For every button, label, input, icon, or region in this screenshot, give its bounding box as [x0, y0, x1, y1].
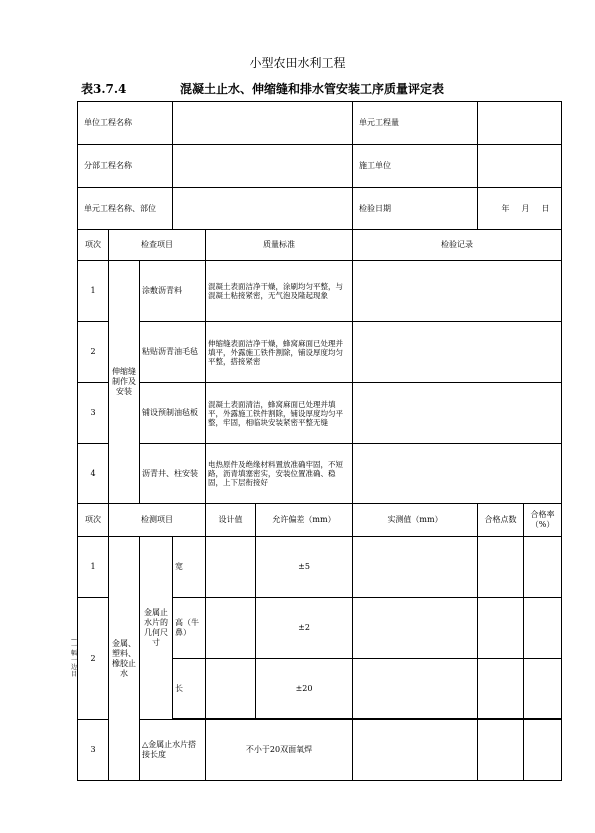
- check-row-item: 粘贴沥青油毛毡: [140, 322, 206, 383]
- quality-assessment-table: [77, 101, 562, 781]
- measure-row-measured[interactable]: [353, 598, 478, 659]
- measure-row-measured[interactable]: [353, 720, 478, 781]
- measure-group-label: 金属、塑料、橡胶止水: [109, 537, 140, 781]
- measure-item-header: 检测项目: [109, 504, 206, 537]
- check-row-standard: 混凝土表面洁净干燥，涂刷均匀平整，与混凝土粘接紧密，无气泡及隆起现象: [206, 261, 353, 322]
- margin-note: —一幅一边目: [71, 636, 78, 678]
- measure-row-no: 1: [78, 537, 109, 598]
- measure-sub-group-label: 金属止水片的几何尺寸: [140, 537, 173, 720]
- measure-row-design[interactable]: [206, 537, 256, 598]
- measure-row-item: 长: [173, 659, 206, 719]
- measure-row-design[interactable]: [206, 598, 256, 659]
- measure-row-tolerance: ±2: [256, 598, 353, 659]
- check-record-header: 检验记录: [353, 230, 562, 261]
- inspection-date-label: 检验日期: [353, 188, 478, 230]
- check-standard-header: 质量标准: [206, 230, 353, 261]
- measure-row-pass-count[interactable]: [478, 537, 524, 598]
- check-row: [78, 261, 562, 322]
- tolerance-header: 允许偏差（mm）: [256, 504, 353, 537]
- check-row: [78, 322, 562, 383]
- construction-unit-label: 施工单位: [353, 145, 478, 188]
- check-row-item: 沥青井、柱安装: [140, 444, 206, 504]
- measure-row: [78, 537, 562, 598]
- element-name-value[interactable]: [173, 188, 353, 230]
- info-row-element-name: [78, 188, 562, 230]
- check-item-header: 检查项目: [109, 230, 206, 261]
- measure-row-no: 2: [78, 598, 109, 720]
- check-row-standard: 混凝土表面清洁，蜂窝麻面已处理并填平，外露施工铁件割除，铺设厚度均匀平整，牢固，相临块安装紧密平整无缝: [206, 383, 353, 444]
- measure-row-tolerance: ±20: [256, 659, 353, 719]
- pass-rate-header: 合格率（%）: [524, 504, 562, 537]
- check-row-record[interactable]: [353, 383, 562, 444]
- construction-unit-value[interactable]: [478, 145, 562, 188]
- measure-row-design[interactable]: [206, 659, 256, 719]
- measure-row-item: △金属止水片搭接长度: [140, 720, 206, 781]
- measure-row-tolerance: 不小于20双面氧焊: [206, 720, 353, 781]
- check-row-no: 3: [78, 383, 109, 444]
- check-row-record[interactable]: [353, 444, 562, 504]
- sub-project-label: 分部工程名称: [78, 145, 173, 188]
- measure-row-pass-rate[interactable]: [524, 598, 562, 659]
- document-title: 小型农田水利工程: [249, 56, 346, 70]
- measure-row-pass-count[interactable]: [478, 720, 524, 781]
- unit-element-label: 单元工程量: [353, 102, 478, 145]
- measured-value-header: 实测值（mm）: [353, 504, 478, 537]
- table-number: 表3.7.4: [81, 82, 127, 96]
- check-header-row: [78, 230, 562, 261]
- check-row-standard: 伸缩缝表面洁净干燥，蜂窝麻面已处理并填平，外露施工铁件割除，铺设厚度均匀平整，搭接紧密: [206, 322, 353, 383]
- check-row-no: 4: [78, 444, 109, 504]
- check-row-no: 1: [78, 261, 109, 322]
- check-no-header: 项次: [78, 230, 109, 261]
- check-row-item: 铺设预制油毡板: [140, 383, 206, 444]
- measure-row-item: 高（牛鼻）: [173, 598, 206, 659]
- unit-project-label: 单位工程名称: [78, 102, 173, 145]
- measure-row-pass-rate[interactable]: [524, 720, 562, 781]
- measure-row: [78, 720, 562, 781]
- measure-row-pass-count[interactable]: [478, 659, 524, 719]
- check-row-record[interactable]: [353, 322, 562, 383]
- pass-count-header: 合格点数: [478, 504, 524, 537]
- check-row-record[interactable]: [353, 261, 562, 322]
- measure-header-row: [78, 504, 562, 537]
- date-month: 月: [521, 203, 530, 213]
- measure-row-pass-count[interactable]: [478, 598, 524, 659]
- date-day: 日: [541, 203, 550, 213]
- measure-row-no: 3: [78, 720, 109, 781]
- measure-row-measured[interactable]: [353, 537, 478, 598]
- unit-project-value[interactable]: [173, 102, 353, 145]
- measure-row-item: 宽: [173, 537, 206, 598]
- info-row-unit-project: [78, 102, 562, 145]
- design-value-header: 设计值: [206, 504, 256, 537]
- info-row-sub-project: [78, 145, 562, 188]
- measure-row-tolerance: ±5: [256, 537, 353, 598]
- element-name-label: 单元工程名称、部位: [78, 188, 173, 230]
- measure-row-pass-rate[interactable]: [524, 659, 562, 719]
- inspection-date-value[interactable]: [478, 188, 562, 230]
- table-title: 混凝土止水、伸缩缝和排水管安装工序质量评定表: [180, 82, 445, 96]
- sub-project-value[interactable]: [173, 145, 353, 188]
- check-row-no: 2: [78, 322, 109, 383]
- check-row: [78, 444, 562, 504]
- check-row-standard: 电热原件及绝缘材料置放准确牢固，不短路，沥青填塞密实，安装位置准确、稳固，上下层衔接好: [206, 444, 353, 504]
- check-row: [78, 383, 562, 444]
- date-year: 年: [501, 203, 510, 213]
- measure-row-pass-rate[interactable]: [524, 537, 562, 598]
- check-row-item: 涂敷沥青料: [140, 261, 206, 322]
- check-group-label: 伸缩缝制作及安装: [109, 261, 140, 504]
- unit-element-value[interactable]: [478, 102, 562, 145]
- measure-no-header: 项次: [78, 504, 109, 537]
- measure-row-measured[interactable]: [353, 659, 478, 719]
